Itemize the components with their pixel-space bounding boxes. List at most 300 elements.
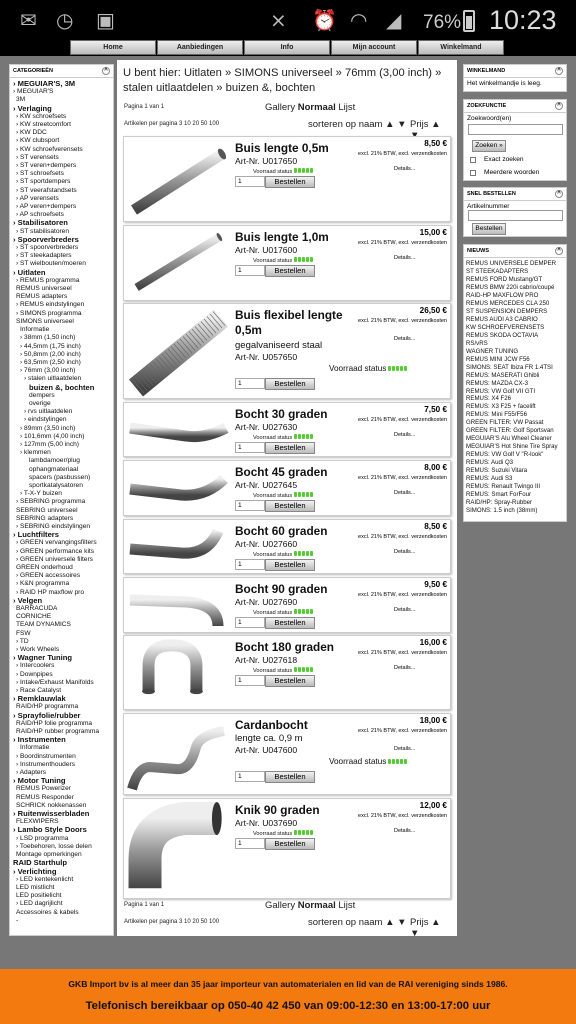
category-item[interactable]: › Intercoolers: [16, 662, 55, 670]
details-link[interactable]: Details...: [394, 828, 416, 834]
category-item[interactable]: › K&N programma: [16, 580, 70, 588]
category-item[interactable]: › KW streetcomfort: [16, 121, 71, 129]
collapse-icon[interactable]: ^: [555, 190, 563, 198]
clock-time: 10:23: [489, 5, 557, 35]
news-box: [463, 244, 567, 522]
category-item[interactable]: TEAM DYNAMICS: [16, 621, 71, 629]
order-button[interactable]: Bestellen: [265, 675, 315, 687]
category-item[interactable]: SEBRING universeel: [16, 506, 78, 514]
product-image[interactable]: [126, 139, 230, 221]
quantity-input[interactable]: 1: [235, 265, 265, 276]
product-image[interactable]: [126, 463, 230, 515]
alarm-icon: ⏰: [312, 8, 337, 32]
news-item[interactable]: REMUS UNIVERSELE DEMPER: [466, 260, 557, 267]
stock-status: [253, 609, 314, 616]
stock-status: [253, 492, 314, 499]
product-card: [123, 136, 451, 222]
stock-status: [329, 757, 408, 766]
stock-status-label: Voorraad status: [253, 551, 293, 558]
category-item[interactable]: › 101,6mm (4,00 inch): [20, 432, 85, 440]
news-item[interactable]: REMUS: Audi S3: [466, 475, 513, 483]
multi-word-checkbox[interactable]: [470, 170, 476, 176]
news-item[interactable]: MEGUIAR'S Hot Shine Tire Spray: [466, 443, 558, 451]
product-price: 18,00 €: [419, 716, 447, 725]
view-gallery-link[interactable]: Gallery: [265, 900, 296, 911]
quick-order-box: [463, 187, 567, 237]
stock-status: [253, 168, 314, 175]
category-item[interactable]: › Uitlaten: [13, 267, 46, 277]
category-item[interactable]: REMUS adapters: [16, 293, 68, 301]
category-item[interactable]: › Boordinstrumenten: [16, 752, 76, 760]
category-item[interactable]: GREEN onderhoud: [16, 563, 73, 571]
quick-order-button[interactable]: Bestellen: [472, 223, 506, 235]
product-title[interactable]: Bocht 30 graden: [235, 407, 328, 421]
order-button[interactable]: Bestellen: [265, 442, 315, 454]
nav-aanbiedingen[interactable]: Aanbiedingen: [157, 40, 243, 55]
category-item[interactable]: › Motor Tuning: [13, 776, 66, 786]
order-button[interactable]: Bestellen: [265, 176, 315, 188]
product-card: [123, 635, 451, 710]
stock-indicator-icon: [294, 168, 314, 175]
product-title[interactable]: Buis lengte 1,0m: [235, 230, 329, 244]
news-item[interactable]: RS/vRS: [466, 339, 488, 347]
search-header: [464, 100, 566, 113]
category-item[interactable]: › LED dagrijlicht: [16, 900, 63, 908]
news-item[interactable]: REMUS BMW 220i cabrio/coupé: [466, 283, 555, 291]
footer: [0, 969, 576, 1024]
product-price: 8,50 €: [424, 139, 447, 148]
article-number-input[interactable]: [468, 210, 563, 221]
category-item[interactable]: › ST wielbouten/moeren: [16, 260, 86, 268]
pagination-bottom: [123, 898, 451, 939]
view-lijst-link[interactable]: Lijst: [338, 900, 356, 911]
category-item[interactable]: -: [16, 916, 19, 924]
category-item[interactable]: › ST veren+dempers: [16, 162, 77, 170]
category-item[interactable]: › GREEN accessoires: [16, 572, 81, 580]
product-image[interactable]: [126, 638, 230, 708]
category-item[interactable]: › REMUS eindstylingen: [16, 301, 85, 309]
order-button[interactable]: Bestellen: [265, 378, 315, 390]
price-excl-note: excl. 21% BTW, excl. verzendkosten: [358, 592, 447, 598]
category-list: [10, 78, 113, 927]
footer-company-text: GKB Import bv is al meer dan 35 jaar importeur van automaterialen en lid van de RAI vereniging sinds 1986.: [68, 979, 508, 989]
category-item[interactable]: › Work Wheels: [16, 646, 60, 654]
category-item[interactable]: › LSD programma: [16, 834, 69, 842]
details-link[interactable]: Details...: [394, 166, 416, 172]
category-item[interactable]: SEBRING adapters: [16, 514, 74, 522]
news-item[interactable]: REMUS SKODA OCTAVIA: [466, 331, 539, 339]
cart-header: [464, 65, 566, 78]
product-image[interactable]: [126, 405, 230, 455]
product-price: 8,00 €: [424, 463, 447, 472]
category-item[interactable]: › ST stabilisatoren: [16, 227, 70, 235]
briefcase-notification-icon: ▣: [96, 8, 115, 32]
quantity-input[interactable]: 1: [235, 378, 265, 389]
category-item[interactable]: › ST schroefsets: [16, 170, 64, 178]
news-item[interactable]: REMUS: X3 F25 + facelift: [466, 403, 536, 411]
details-link[interactable]: Details...: [394, 665, 416, 671]
category-item[interactable]: › ST steekadapters: [16, 252, 72, 260]
news-item[interactable]: REMUS: MASERATI Ghibli: [466, 371, 540, 379]
product-image[interactable]: [126, 580, 230, 632]
category-item[interactable]: › LED kentekenlicht: [16, 875, 74, 883]
product-image[interactable]: [126, 801, 230, 898]
news-item[interactable]: REMUS: X4 F26: [466, 395, 512, 403]
news-item[interactable]: SIMONS: SEAT Ibiza FR 1.4TSI: [466, 363, 553, 371]
stock-indicator-icon: [388, 364, 408, 373]
news-item[interactable]: MEGUIAR'S Alu Wheel Cleaner: [466, 435, 552, 443]
category-item[interactable]: › Adapters: [16, 769, 47, 777]
product-title[interactable]: Bocht 90 graden: [235, 582, 328, 596]
cart-empty-text: Het winkelmandje is leeg.: [467, 80, 542, 87]
category-item[interactable]: › 50,8mm (2,00 inch): [20, 350, 81, 358]
category-item[interactable]: Accessoires & kabels: [16, 908, 79, 916]
category-item[interactable]: › Race Catalyst: [16, 687, 62, 695]
quantity-input[interactable]: 1: [235, 176, 265, 187]
news-item[interactable]: REMUS: Audi Q3: [466, 459, 514, 467]
category-item[interactable]: › rvs uitlaatdelen: [24, 408, 73, 416]
category-item[interactable]: › Verlichting: [13, 866, 57, 876]
category-item[interactable]: › 44,5mm (1,75 inch): [20, 342, 81, 350]
per-page-selector[interactable]: Artikelen per pagina 3 10 20 50 100: [124, 919, 220, 925]
quantity-input[interactable]: 1: [235, 675, 265, 686]
order-button[interactable]: Bestellen: [265, 500, 315, 512]
category-item[interactable]: overige: [29, 399, 51, 407]
article-number-label: Artikelnummer: [467, 203, 510, 210]
category-item[interactable]: › ST veerafstandsets: [16, 186, 77, 194]
price-excl-note: excl. 21% BTW, excl. verzendkosten: [358, 813, 447, 819]
article-number: Art-Nr. U047600: [235, 745, 298, 755]
category-item[interactable]: Informatie: [20, 326, 50, 334]
nav-winkelmand[interactable]: Winkelmand: [418, 40, 504, 55]
pagination-top: [123, 100, 451, 136]
stock-indicator-icon: [294, 492, 314, 499]
product-image[interactable]: [126, 306, 230, 398]
product-title[interactable]: Buis flexibel lengte: [235, 308, 343, 322]
product-title[interactable]: Knik 90 graden: [235, 803, 320, 817]
details-link[interactable]: Details...: [394, 336, 416, 342]
category-item[interactable]: REMUS Responder: [16, 793, 74, 801]
details-link[interactable]: Details...: [394, 607, 416, 613]
product-subtitle: gegalvaniseerd staal: [235, 340, 323, 351]
category-item[interactable]: › GREEN vervangingsfilters: [16, 539, 97, 547]
footer-phone-text: Telefonisch bereikbaar op 050-40 42 450 van 09:00-12:30 en 13:00-17:00 uur: [85, 1000, 491, 1012]
product-price: 7,50 €: [424, 405, 447, 414]
nav-mijn-account[interactable]: Mijn account: [331, 40, 417, 55]
article-number: Art-Nr. U027630: [235, 422, 298, 432]
news-item[interactable]: REMUS AUDI A3 CABRIO: [466, 315, 538, 323]
category-item[interactable]: › 76mm (3,00 inch): [20, 367, 76, 375]
product-image[interactable]: [126, 522, 230, 572]
product-title[interactable]: Bocht 45 graden: [235, 465, 328, 479]
news-item[interactable]: GREEN FILTER: VW Passat: [466, 419, 544, 427]
category-item[interactable]: › AP verensets: [16, 194, 59, 202]
category-item[interactable]: RAID/HP rubber programma: [16, 728, 100, 736]
category-item[interactable]: › GREEN universele filters: [16, 555, 93, 563]
sort-by-name[interactable]: sorteren op naam ▲ ▼: [308, 917, 407, 928]
news-item[interactable]: ST STEEKADAPTERS: [466, 267, 529, 275]
main-nav: [70, 40, 505, 55]
mail-notification-icon: ✉: [20, 8, 37, 32]
category-item[interactable]: › RAID HP maxflow pro: [16, 588, 85, 596]
category-item[interactable]: › 63,5mm (2,50 inch): [20, 358, 81, 366]
product-price: 16,00 €: [419, 638, 447, 647]
collapse-icon[interactable]: ^: [555, 67, 563, 75]
category-item[interactable]: › SIMONS programma: [16, 309, 82, 317]
category-item[interactable]: SIMONS universeel: [16, 317, 74, 325]
category-item[interactable]: › ST spoorverbreders: [16, 244, 79, 252]
category-item[interactable]: › ST verensets: [16, 153, 59, 161]
news-item[interactable]: REMUS: Mini F55/F56: [466, 411, 527, 419]
product-card: [123, 519, 451, 574]
stock-status-label: Voorraad status: [253, 168, 293, 175]
wifi-icon: ◠: [350, 8, 368, 32]
stock-status: [329, 364, 408, 373]
category-item[interactable]: › Lambo Style Doors: [13, 825, 87, 835]
news-item[interactable]: RAID-HP MAXFLOW PRO: [466, 291, 539, 299]
price-excl-note: excl. 21% BTW, excl. verzendkosten: [358, 534, 447, 540]
view-normaal-link[interactable]: Normaal: [297, 102, 336, 113]
search-input[interactable]: [468, 124, 563, 135]
collapse-icon[interactable]: ^: [102, 67, 110, 75]
article-number: Art-Nr. U027690: [235, 597, 298, 607]
category-item[interactable]: › eindstylingen: [24, 416, 67, 424]
category-item[interactable]: › klemmen: [20, 449, 51, 457]
order-button[interactable]: Bestellen: [265, 838, 315, 850]
category-item[interactable]: Informatie: [20, 744, 50, 752]
category-item[interactable]: › 38mm (1,50 inch): [20, 334, 76, 342]
categories-header: [10, 65, 113, 78]
category-item[interactable]: › GREEN performance kits: [16, 547, 95, 555]
category-item[interactable]: lambdamoer/plug: [29, 457, 80, 465]
category-item[interactable]: › Sprayfolie/rubber: [13, 710, 81, 720]
order-button[interactable]: Bestellen: [265, 559, 315, 571]
category-item[interactable]: › Intake/Exhaust Manifolds: [16, 678, 94, 686]
category-item[interactable]: sportkatalysatoren: [29, 481, 83, 489]
category-item[interactable]: RAID/HP programma: [16, 703, 79, 711]
product-image[interactable]: [126, 716, 230, 794]
stock-indicator-icon: [294, 551, 314, 558]
product-card: [123, 460, 451, 516]
category-item[interactable]: › T-X-Y buizen: [20, 490, 62, 498]
news-item[interactable]: REMUS: MAZDA CX-3: [466, 379, 528, 387]
quantity-input[interactable]: 1: [235, 442, 265, 453]
category-item[interactable]: › KW clubsport: [16, 137, 60, 145]
category-item[interactable]: › Downpipes: [16, 670, 53, 678]
collapse-icon[interactable]: ^: [555, 247, 563, 255]
news-item[interactable]: GREEN FILTER: Golf Sportsvan: [466, 427, 554, 435]
quantity-input[interactable]: 1: [235, 617, 265, 628]
category-item[interactable]: › ST sportdempers: [16, 178, 71, 186]
battery-percent: 76%: [423, 12, 462, 33]
product-card: [123, 225, 451, 301]
view-switch: [265, 102, 355, 113]
category-item[interactable]: › Wagner Tuning: [13, 653, 73, 663]
stock-status-label: Voorraad status: [253, 609, 293, 616]
news-list: [464, 258, 566, 517]
news-item[interactable]: SIMONS: 1.5 inch (38mm): [466, 507, 538, 515]
battery-icon: [463, 10, 475, 32]
search-box: [463, 99, 567, 181]
category-item[interactable]: › SEBRING eindstylingen: [16, 522, 91, 530]
news-item[interactable]: WAGNER TUNING: [466, 347, 519, 355]
news-item[interactable]: REMUS: VW Golf V "R-look": [466, 451, 544, 459]
sort-by-price[interactable]: Prijs ▲ ▼: [410, 917, 441, 939]
product-image[interactable]: [126, 228, 230, 300]
search-button[interactable]: Zoeken »: [472, 140, 506, 152]
details-link[interactable]: Details...: [394, 490, 416, 496]
news-item[interactable]: REMUS MERCEDES CLA 250: [466, 299, 550, 307]
product-title[interactable]: Bocht 180 graden: [235, 640, 334, 654]
product-price: 8,50 €: [424, 522, 447, 531]
stock-status-label: Voorraad status: [253, 830, 293, 837]
category-item[interactable]: › 89mm (3,50 inch): [20, 424, 76, 432]
view-switch: [265, 900, 355, 911]
order-button[interactable]: Bestellen: [265, 771, 315, 783]
nav-home[interactable]: Home: [70, 40, 156, 55]
details-link[interactable]: Details...: [394, 255, 416, 261]
category-item[interactable]: › MEGUIAR'S: [13, 88, 54, 96]
category-item[interactable]: › Spoorverbreders: [13, 234, 79, 244]
category-item[interactable]: › SEBRING programma: [16, 498, 86, 506]
category-item[interactable]: RAID/HP folie programma: [16, 719, 93, 727]
product-title[interactable]: Bocht 60 graden: [235, 524, 328, 538]
news-item[interactable]: REMUS: Suzuki Vitara: [466, 467, 528, 475]
category-item[interactable]: LED positielicht: [16, 892, 62, 900]
exact-search-checkbox[interactable]: [470, 157, 476, 163]
sort-by-name[interactable]: sorteren op naam ▲ ▼: [308, 119, 407, 130]
category-item[interactable]: Montage opmerkingen: [16, 851, 82, 859]
category-item[interactable]: › KW schroefverensets: [16, 145, 83, 153]
category-item[interactable]: › 127mm (5,00 inch): [20, 440, 79, 448]
category-item[interactable]: LED mistlicht: [16, 883, 55, 891]
category-item[interactable]: › AP veren+dempers: [16, 203, 77, 211]
quick-order-header: [464, 188, 566, 201]
cart-title: WINKELMAND: [467, 68, 506, 74]
status-bar: [0, 0, 576, 40]
news-item[interactable]: REMUS: VW Golf VII GTI: [466, 387, 536, 395]
quick-order-title: SNEL BESTELLEN: [467, 191, 516, 197]
category-item[interactable]: RAID Starthulp: [13, 858, 67, 868]
category-item[interactable]: › stalen uitlaatdelen: [24, 375, 82, 383]
quantity-input[interactable]: 1: [235, 771, 265, 782]
collapse-icon[interactable]: ^: [555, 102, 563, 110]
category-sidebar: [9, 64, 114, 936]
category-item[interactable]: BARRACUDA: [16, 605, 58, 612]
category-item[interactable]: › Toebehoren, losse delen: [16, 842, 92, 850]
stock-indicator-icon: [294, 830, 314, 837]
article-number: Art-Nr. U027660: [235, 539, 298, 549]
category-item[interactable]: › KW DDC: [16, 129, 47, 137]
stock-status-label: Voorraad status: [253, 257, 293, 264]
category-item[interactable]: › Velgen: [13, 595, 43, 605]
multi-word-label: Meerdere woorden: [484, 169, 540, 176]
news-item[interactable]: REMUS FORD Mustang/GT: [466, 275, 543, 283]
category-item[interactable]: › AP schroefsets: [16, 211, 64, 219]
category-item[interactable]: FSW: [16, 629, 31, 637]
breadcrumb: U bent hier: Uitlaten » SIMONS universeel » 76mm (3,00 inch) » stalen uitlaatdelen » buizen &, bochten: [123, 67, 442, 94]
view-lijst-link[interactable]: Lijst: [338, 102, 356, 113]
category-item[interactable]: REMUS universeel: [16, 285, 72, 293]
quantity-input[interactable]: 1: [235, 559, 265, 570]
category-item[interactable]: ophangmateriaal: [29, 465, 79, 473]
quantity-input[interactable]: 1: [235, 838, 265, 849]
news-item[interactable]: ST SUSPENSION DEMPERS: [466, 307, 548, 315]
news-item[interactable]: REMUS MINI JCW F56: [466, 355, 530, 363]
news-header: [464, 245, 566, 258]
product-title[interactable]: Buis lengte 0,5m: [235, 141, 329, 155]
news-item[interactable]: REMUS: Smart ForFour: [466, 491, 532, 499]
price-excl-note: excl. 21% BTW, excl. verzendkosten: [358, 650, 447, 656]
product-title[interactable]: Cardanbocht: [235, 718, 308, 732]
news-item[interactable]: REMUS: Renault Twingo III: [466, 483, 541, 491]
article-number: Art-Nr. U027618: [235, 655, 298, 665]
category-item[interactable]: › Luchtfilters: [13, 530, 59, 540]
news-item[interactable]: RAID/HP: Spray-Rubber: [466, 499, 533, 507]
product-card: [123, 577, 451, 633]
category-item[interactable]: › TD: [16, 637, 29, 645]
sort-by-price[interactable]: Prijs ▲: [410, 119, 441, 130]
category-item[interactable]: › Stabilisatoren: [13, 218, 68, 228]
category-item[interactable]: › Instrumenten: [13, 735, 66, 745]
page-info: Pagina 1 van 1: [124, 902, 165, 908]
stock-status: [253, 667, 314, 674]
category-item[interactable]: buizen &, bochten: [29, 382, 95, 392]
category-item[interactable]: › Verlaging: [13, 103, 52, 113]
news-title: NIEUWS: [467, 248, 489, 254]
stock-status-label: Voorraad status: [253, 667, 293, 674]
category-item[interactable]: spacers (pasbussen): [29, 473, 91, 481]
view-gallery-link[interactable]: Gallery: [265, 102, 296, 113]
article-number: Art-Nr. U057650: [235, 352, 298, 362]
category-item[interactable]: dempers: [29, 391, 55, 399]
product-card: [123, 303, 451, 399]
category-item[interactable]: CORNICHE: [16, 613, 52, 621]
category-item[interactable]: 3M: [16, 96, 26, 104]
news-item[interactable]: KW SCHROEFVERENSETS: [466, 323, 545, 331]
order-button[interactable]: Bestellen: [265, 265, 315, 277]
price-excl-note: excl. 21% BTW, excl. verzendkosten: [358, 240, 447, 246]
category-item[interactable]: › Remklauwlak: [13, 694, 66, 704]
stock-indicator-icon: [294, 609, 314, 616]
per-page-selector[interactable]: Artikelen per pagina 3 10 20 50 100: [124, 121, 220, 127]
category-item[interactable]: SCHRICK nokkenassen: [16, 801, 87, 809]
category-item[interactable]: › Ruitenwisserbladen: [13, 809, 90, 819]
view-normaal-link[interactable]: Normaal: [297, 900, 336, 911]
category-item[interactable]: REMUS Powerizer: [16, 785, 71, 793]
category-item[interactable]: › Instrumenthouders: [16, 760, 76, 768]
category-item[interactable]: › MEGUIAR'S, 3M: [13, 79, 76, 88]
article-number: Art-Nr. U017650: [235, 156, 298, 166]
order-button[interactable]: Bestellen: [265, 617, 315, 629]
stock-status-label: Voorraad status: [329, 364, 387, 373]
category-item[interactable]: FLEXWIPERS: [16, 818, 59, 826]
product-subtitle: lengte ca. 0,9 m: [235, 733, 303, 744]
stock-indicator-icon: [294, 257, 314, 264]
nav-info[interactable]: Info: [244, 40, 330, 55]
search-label: Zoekwoord(en): [467, 115, 512, 122]
details-link[interactable]: Details...: [394, 432, 416, 438]
category-item[interactable]: › KW schroefsets: [16, 112, 67, 120]
details-link[interactable]: Details...: [394, 746, 416, 752]
quantity-input[interactable]: 1: [235, 500, 265, 511]
price-excl-note: excl. 21% BTW, excl. verzendkosten: [358, 151, 447, 157]
category-item[interactable]: › REMUS programma: [16, 276, 80, 284]
price-excl-note: excl. 21% BTW, excl. verzendkosten: [358, 728, 447, 734]
product-price: 12,00 €: [419, 801, 447, 810]
product-title-line2[interactable]: 0,5m: [235, 323, 262, 337]
details-link[interactable]: Details...: [394, 549, 416, 555]
